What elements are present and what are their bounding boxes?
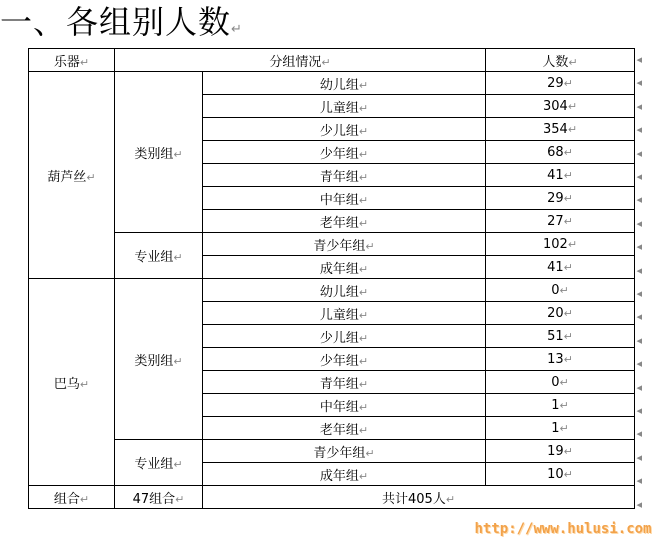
count-cell bbox=[486, 187, 635, 210]
count-cell-text: 0 bbox=[551, 282, 560, 298]
row-end-mark: ◂ bbox=[636, 170, 642, 183]
group-label-cell bbox=[203, 95, 486, 118]
group-label-cell-text: 幼儿组 bbox=[319, 77, 359, 93]
count-cell-text: 354 bbox=[542, 121, 568, 137]
header-group bbox=[115, 49, 486, 72]
footer-total bbox=[203, 486, 635, 509]
table-row bbox=[29, 233, 635, 256]
paragraph-mark: ↵ bbox=[358, 400, 369, 414]
header-count bbox=[486, 49, 635, 72]
paragraph-mark: ↵ bbox=[173, 458, 183, 471]
count-cell bbox=[486, 164, 635, 187]
count-cell bbox=[486, 279, 635, 302]
row-end-mark: ◂ bbox=[636, 146, 642, 160]
group-label-cell-text: 老年组 bbox=[319, 215, 359, 231]
paragraph-mark: ↵ bbox=[563, 76, 573, 90]
section-cell-text: 类别组 bbox=[134, 353, 174, 369]
paragraph-mark: ↵ bbox=[321, 55, 331, 69]
group-label-cell-text: 中年组 bbox=[319, 399, 359, 415]
group-label-cell-text: 老年组 bbox=[319, 422, 359, 438]
row-end-mark: ◂ bbox=[636, 53, 642, 66]
heading-text: 一、各组别人数 bbox=[0, 3, 232, 41]
section-cell-text: 专业组 bbox=[134, 250, 174, 265]
paragraph-mark: ↵ bbox=[563, 306, 573, 320]
paragraph-mark: ↵ bbox=[365, 446, 375, 460]
count-cell bbox=[486, 371, 635, 394]
group-label-cell bbox=[203, 210, 486, 233]
group-label-cell bbox=[203, 279, 486, 302]
row-end-mark: ◂ bbox=[636, 380, 642, 394]
watermark: http://www.hulusi.com bbox=[468, 518, 658, 541]
group-label-cell bbox=[203, 348, 486, 371]
footer-groups-text: 47组合 bbox=[132, 491, 176, 507]
section-cell bbox=[115, 440, 203, 486]
paragraph-mark: ↵ bbox=[79, 377, 90, 391]
footer-label-text: 组合 bbox=[53, 491, 80, 507]
count-cell bbox=[486, 210, 635, 233]
group-label-cell bbox=[203, 141, 486, 164]
row-end-mark: ◂ bbox=[636, 76, 642, 90]
count-cell-text: 27 bbox=[547, 213, 564, 229]
count-cell bbox=[486, 394, 635, 417]
instrument-cell bbox=[29, 72, 115, 279]
count-cell-text: 29 bbox=[547, 75, 564, 91]
group-label-cell-text: 幼儿组 bbox=[319, 284, 359, 300]
group-label-cell bbox=[203, 187, 486, 210]
group-label-cell-text: 成年组 bbox=[319, 468, 359, 484]
count-cell-text: 304 bbox=[542, 98, 568, 114]
paragraph-mark: ↵ bbox=[358, 262, 369, 276]
paragraph-mark: ↵ bbox=[173, 251, 183, 264]
count-cell-text: 1 bbox=[551, 397, 560, 413]
group-label-cell-text: 中年组 bbox=[319, 192, 359, 208]
paragraph-mark: ↵ bbox=[563, 168, 573, 182]
paragraph-mark: ↵ bbox=[358, 377, 369, 391]
paragraph-mark: ↵ bbox=[173, 147, 183, 161]
group-label-cell-text: 儿童组 bbox=[319, 307, 359, 323]
count-cell-text: 29 bbox=[547, 190, 564, 206]
section-cell-text: 专业组 bbox=[134, 457, 174, 472]
participants-table bbox=[28, 48, 635, 509]
count-cell-text: 41 bbox=[547, 167, 564, 183]
paragraph-mark: ↵ bbox=[365, 239, 375, 253]
paragraph-mark: ↵ bbox=[563, 467, 573, 481]
paragraph-mark: ↵ bbox=[563, 214, 573, 228]
group-label-cell bbox=[203, 256, 486, 279]
paragraph-mark: ↵ bbox=[563, 352, 573, 366]
group-label-cell bbox=[203, 417, 486, 440]
paragraph-mark: ↵ bbox=[358, 193, 369, 207]
row-end-mark: ◂ bbox=[636, 240, 642, 254]
row-end-mark: ◂ bbox=[636, 497, 642, 511]
paragraph-mark: ↵ bbox=[563, 260, 573, 274]
group-label-cell-text: 青年组 bbox=[319, 169, 359, 185]
group-label-cell-text: 少儿组 bbox=[319, 330, 359, 346]
count-cell bbox=[486, 72, 635, 95]
paragraph-mark: ↵ bbox=[358, 423, 369, 437]
count-cell bbox=[486, 118, 635, 141]
paragraph-mark: ↵ bbox=[358, 216, 369, 230]
section-cell-text: 类别组 bbox=[134, 146, 174, 162]
count-cell-text: 13 bbox=[547, 351, 564, 367]
count-cell-text: 0 bbox=[551, 374, 560, 390]
row-end-mark: ◂ bbox=[636, 193, 642, 207]
count-cell-text: 41 bbox=[547, 259, 564, 275]
row-end-mark: ◂ bbox=[636, 333, 642, 347]
paragraph-mark: ↵ bbox=[358, 308, 369, 322]
count-cell bbox=[486, 256, 635, 279]
count-cell-text: 1 bbox=[551, 420, 560, 436]
header-group-text: 分组情况 bbox=[269, 54, 322, 70]
row-end-mark: ◂ bbox=[636, 216, 642, 230]
row-end-mark: ◂ bbox=[636, 404, 642, 417]
count-cell bbox=[486, 302, 635, 325]
group-label-cell bbox=[203, 463, 486, 486]
count-cell bbox=[486, 440, 635, 463]
count-cell-text: 20 bbox=[547, 305, 564, 321]
count-cell-text: 10 bbox=[547, 466, 564, 482]
header-instrument bbox=[29, 49, 115, 72]
table-row bbox=[29, 440, 635, 463]
footer-groups bbox=[115, 486, 203, 509]
paragraph-mark: ↵ bbox=[358, 354, 369, 368]
table-footer-row bbox=[29, 486, 635, 509]
count-cell bbox=[486, 233, 635, 256]
paragraph-mark: ↵ bbox=[358, 147, 369, 161]
paragraph-mark: ↵ bbox=[358, 469, 369, 483]
count-cell bbox=[486, 417, 635, 440]
count-cell bbox=[486, 95, 635, 118]
footer-total-text: 共计405人 bbox=[381, 491, 446, 507]
section-cell bbox=[115, 72, 203, 233]
paragraph-mark: ↵ bbox=[173, 354, 183, 368]
paragraph-mark: ↵ bbox=[559, 421, 569, 435]
count-cell-text: 19 bbox=[547, 443, 564, 459]
paragraph-mark: ↵ bbox=[567, 122, 578, 136]
count-cell bbox=[486, 325, 635, 348]
paragraph-mark: ↵ bbox=[445, 492, 456, 506]
paragraph-mark: ↵ bbox=[568, 55, 578, 69]
footer-label bbox=[29, 486, 115, 509]
paragraph-mark: ↵ bbox=[175, 492, 185, 506]
group-label-cell bbox=[203, 325, 486, 348]
group-label-cell bbox=[203, 118, 486, 141]
row-end-mark: ◂ bbox=[636, 287, 642, 300]
page-heading bbox=[0, 2, 242, 42]
paragraph-mark: ↵ bbox=[358, 170, 369, 184]
count-cell bbox=[486, 463, 635, 486]
paragraph-mark: ↵ bbox=[567, 237, 578, 251]
instrument-cell-text: 巴乌 bbox=[53, 376, 80, 392]
group-label-cell bbox=[203, 371, 486, 394]
paragraph-mark: ↵ bbox=[559, 398, 569, 412]
paragraph-mark: ↵ bbox=[358, 78, 369, 92]
paragraph-mark: ↵ bbox=[79, 492, 90, 506]
paragraph-mark: ↵ bbox=[79, 55, 90, 69]
row-end-mark: ◂ bbox=[636, 450, 642, 464]
group-label-cell bbox=[203, 302, 486, 325]
paragraph-mark: ↵ bbox=[559, 283, 569, 297]
header-instrument-text: 乐器 bbox=[53, 54, 80, 70]
paragraph-mark: ↵ bbox=[567, 99, 578, 113]
group-label-cell-text: 青少年组 bbox=[313, 445, 366, 461]
count-cell-text: 51 bbox=[547, 328, 564, 344]
section-cell bbox=[115, 279, 203, 440]
count-cell bbox=[486, 348, 635, 371]
paragraph-mark: ↵ bbox=[563, 145, 573, 159]
paragraph-mark: ↵ bbox=[563, 329, 573, 343]
count-cell-text: 102 bbox=[542, 236, 568, 252]
group-label-cell-text: 青少年组 bbox=[313, 238, 366, 254]
group-label-cell bbox=[203, 440, 486, 463]
paragraph-mark: ↵ bbox=[358, 331, 369, 345]
group-label-cell-text: 成年组 bbox=[319, 261, 359, 277]
paragraph-mark: ↵ bbox=[563, 444, 573, 458]
row-end-mark: ◂ bbox=[636, 123, 642, 137]
group-label-cell bbox=[203, 233, 486, 256]
header-count-text: 人数 bbox=[542, 54, 569, 70]
section-cell bbox=[115, 233, 203, 279]
paragraph-mark: ↵ bbox=[358, 101, 369, 115]
row-end-mark: ◂ bbox=[636, 263, 642, 277]
group-label-cell bbox=[203, 394, 486, 417]
table-header-row bbox=[29, 49, 635, 72]
paragraph-mark: ↵ bbox=[86, 170, 96, 184]
group-label-cell-text: 少儿组 bbox=[319, 123, 359, 139]
row-end-mark: ◂ bbox=[636, 357, 642, 371]
group-label-cell-text: 青年组 bbox=[319, 376, 359, 392]
row-end-mark: ◂ bbox=[636, 427, 642, 441]
count-cell bbox=[486, 141, 635, 164]
paragraph-mark: ↵ bbox=[563, 191, 573, 205]
paragraph-mark: ↵ bbox=[559, 375, 569, 389]
count-cell-text: 68 bbox=[547, 144, 564, 160]
group-label-cell bbox=[203, 164, 486, 187]
instrument-cell-text: 葫芦丝 bbox=[47, 169, 87, 185]
row-end-mark: ◂ bbox=[636, 310, 642, 324]
paragraph-mark: ↵ bbox=[231, 22, 242, 37]
group-label-cell-text: 少年组 bbox=[319, 146, 359, 162]
row-end-mark: ◂ bbox=[636, 474, 642, 488]
paragraph-mark: ↵ bbox=[358, 285, 369, 299]
instrument-cell bbox=[29, 279, 115, 486]
group-label-cell bbox=[203, 72, 486, 95]
group-label-cell-text: 儿童组 bbox=[319, 100, 359, 116]
paragraph-mark: ↵ bbox=[358, 124, 369, 138]
row-end-mark: ◂ bbox=[636, 99, 642, 113]
table-row bbox=[29, 72, 635, 95]
group-label-cell-text: 少年组 bbox=[319, 353, 359, 369]
table-row bbox=[29, 279, 635, 302]
